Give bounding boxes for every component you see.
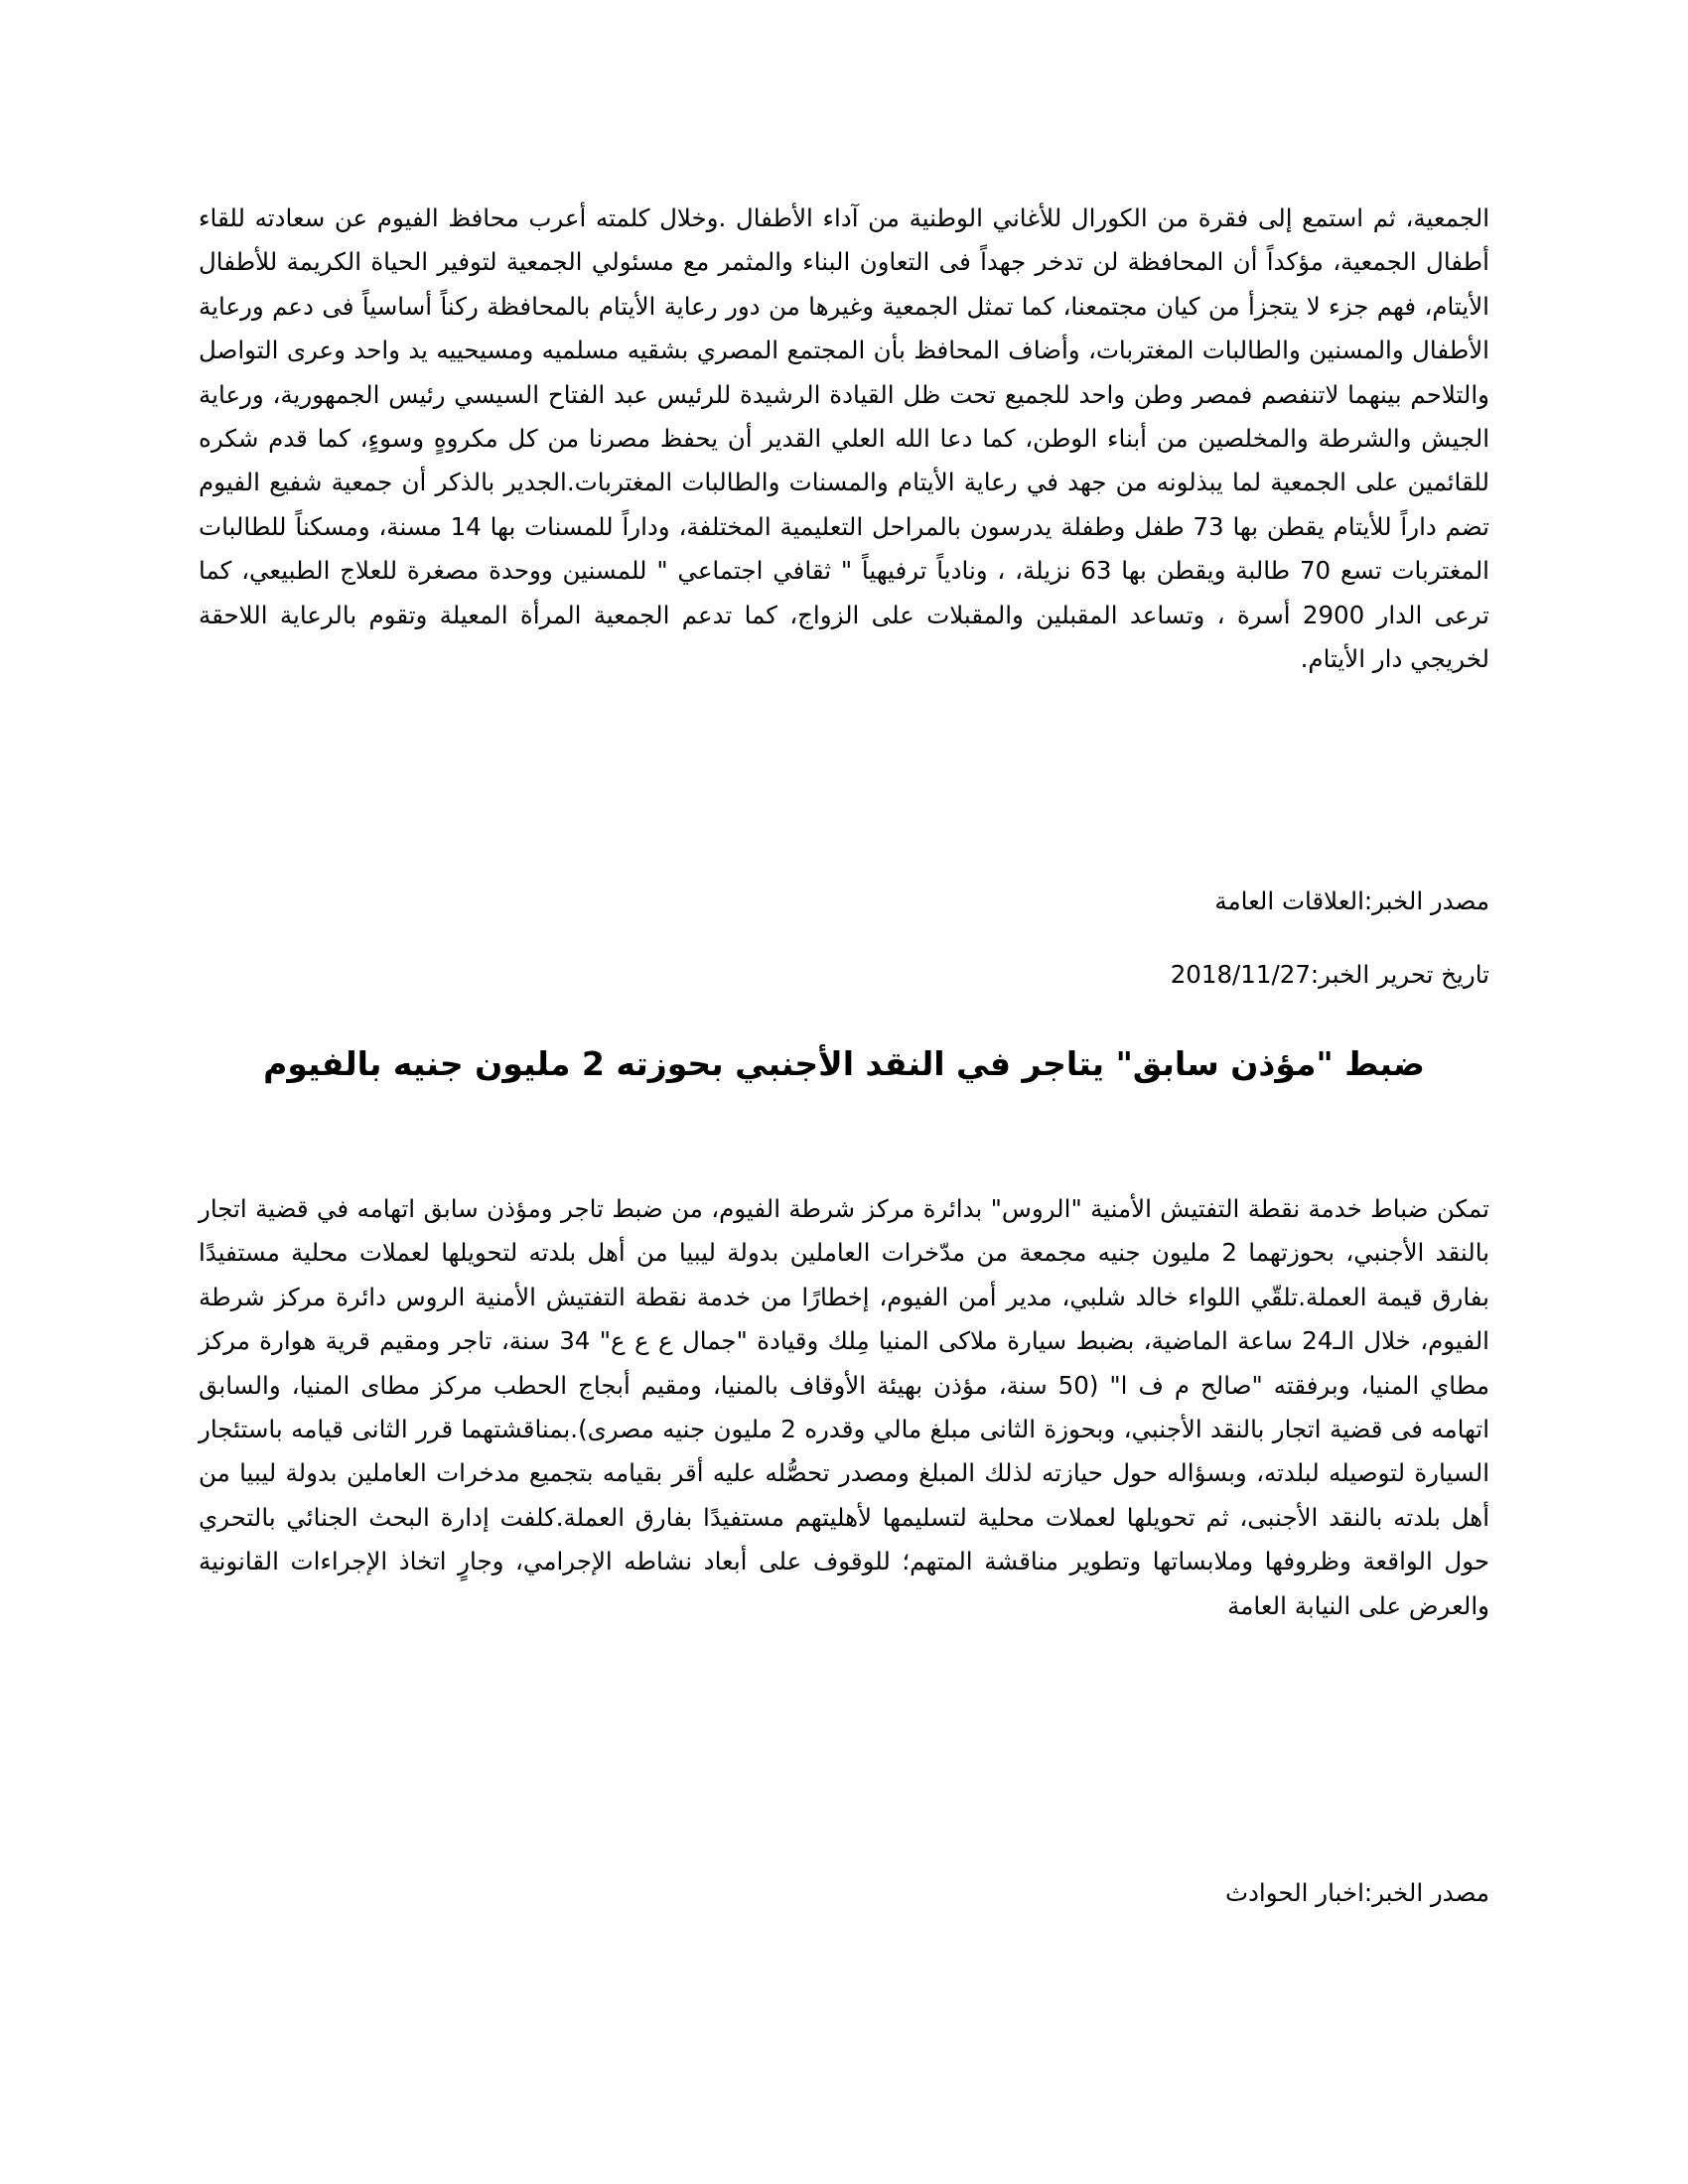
article1-edit-date: تاريخ تحرير الخبر:2018/11/27: [1170, 960, 1489, 989]
article2-headline: ضبط "مؤذن سابق" يتاجر في النقد الأجنبي بحوزته 2 مليون جنيه بالفيوم: [263, 1044, 1425, 1083]
article2-body: تمكن ضباط خدمة نقطة التفتيش الأمنية "الروس" بدائرة مركز شرطة الفيوم، من ضبط تاجر ومؤذن سابق اتهامه في قضية اتجار بالنقد الأجنبي، بحوزتهما 2 مليون جنيه مجمعة من مدّخرات العاملين بدولة ليبيا من أهل بلدته لتحويلها لعملات محلية مستفيدًا بفارق قيمة العملة.تلقّي اللواء خالد شلبي، مدير أمن الفيوم، إخطارًا من خدمة نقطة التفتيش الأمنية الروس دائرة مركز شرطة الفيوم، خلال الـ24 ساعة الماضية، بضبط سيارة ملاكى المنيا مِلك وقيادة "جمال ع ع ع" 34 سنة، تاجر ومقيم قرية هوارة مركز مطاي المنيا، وبرفقته "صالح م ف ا" (50 سنة، مؤذن بهيئة الأوقاف بالمنيا، ومقيم أبجاج الحطب مركز مطاى المنيا، والسابق اتهامه فى قضية اتجار بالنقد الأجنبي، وبحوزة الثانى مبلغ مالي وقدره 2 مليون جنيه مصرى).بمناقشتهما قرر الثانى قيامه باستئجار السيارة لتوصيله لبلدته، وبسؤاله حول حيازته لذلك المبلغ ومصدر تحصُّله عليه أقر بقيامه بتجميع مدخرات العاملين بدولة ليبيا من أهل بلدته بالنقد الأجنبى، ثم تحويلها لعملات محلية لتسليمها لأهليتهم مستفيدًا بفارق العملة.كلفت إدارة البحث الجنائي بالتحري حول الواقعة وظروفها وملابساتها وتطوير مناقشة المتهم؛ للوقوف على أبعاد نشاطه الإجرامي، وجارٍ اتخاذ الإجراءات القانونية والعرض على النيابة العامة: [199, 1194, 1489, 1620]
article1-body: الجمعية، ثم استمع إلى فقرة من الكورال للأغاني الوطنية من آداء الأطفال .وخلال كلمته أعرب محافظ الفيوم عن سعادته للقاء أطفال الجمعية، مؤكداً أن المحافظة لن تدخر جهداً فى التعاون البناء والمثمر مع مسئولي الجمعية لتوفير الحياة الكريمة للأطفال الأيتام، فهم جزء لا يتجزأ من كيان مجتمعنا، كما تمثل الجمعية وغيرها من دور رعاية الأيتام بالمحافظة ركناً أساسياً فى دعم ورعاية الأطفال والمسنين والطالبات المغتربات، وأضاف المحافظ بأن المجتمع المصري بشقيه مسلميه ومسيحييه يد واحد وعرى التواصل والتلاحم بينهما لاتنفصم فمصر وطن واحد للجميع تحت ظل القيادة الرشيدة للرئيس عبد الفتاح السيسي رئيس الجمهورية، ورعاية الجيش والشرطة والمخلصين من أبناء الوطن، كما دعا الله العلي القدير أن يحفظ مصرنا من كل مكروهٍ وسوءٍ، كما قدم شكره للقائمين على الجمعية لما يبذلونه من جهد في رعاية الأيتام والمسنات والطالبات المغتربات.الجدير بالذكر أن جمعية شفيع الفيوم تضم داراً للأيتام يقطن بها 73 طفل وطفلة يدرسون بالمراحل التعليمية المختلفة، وداراً للمسنات بها 14 مسنة، ومسكناً للطالبات المغتربات تسع 70 طالبة ويقطن بها 63 نزيلة، ، ونادياً ترفيهياً " ثقافي اجتماعي " للمسنين ووحدة مصغرة للعلاج الطبيعي، كما ترعى الدار 2900 أسرة ، وتساعد المقبلين والمقبلات على الزواج، كما تدعم الجمعية المرأة المعيلة وتقوم بالرعاية اللاحقة لخريجي دار الأيتام.: [199, 204, 1489, 674]
article1-source: مصدر الخبر:العلاقات العامة: [1214, 887, 1489, 915]
article2-source: مصدر الخبر:اخبار الحوادث: [1224, 1878, 1489, 1907]
